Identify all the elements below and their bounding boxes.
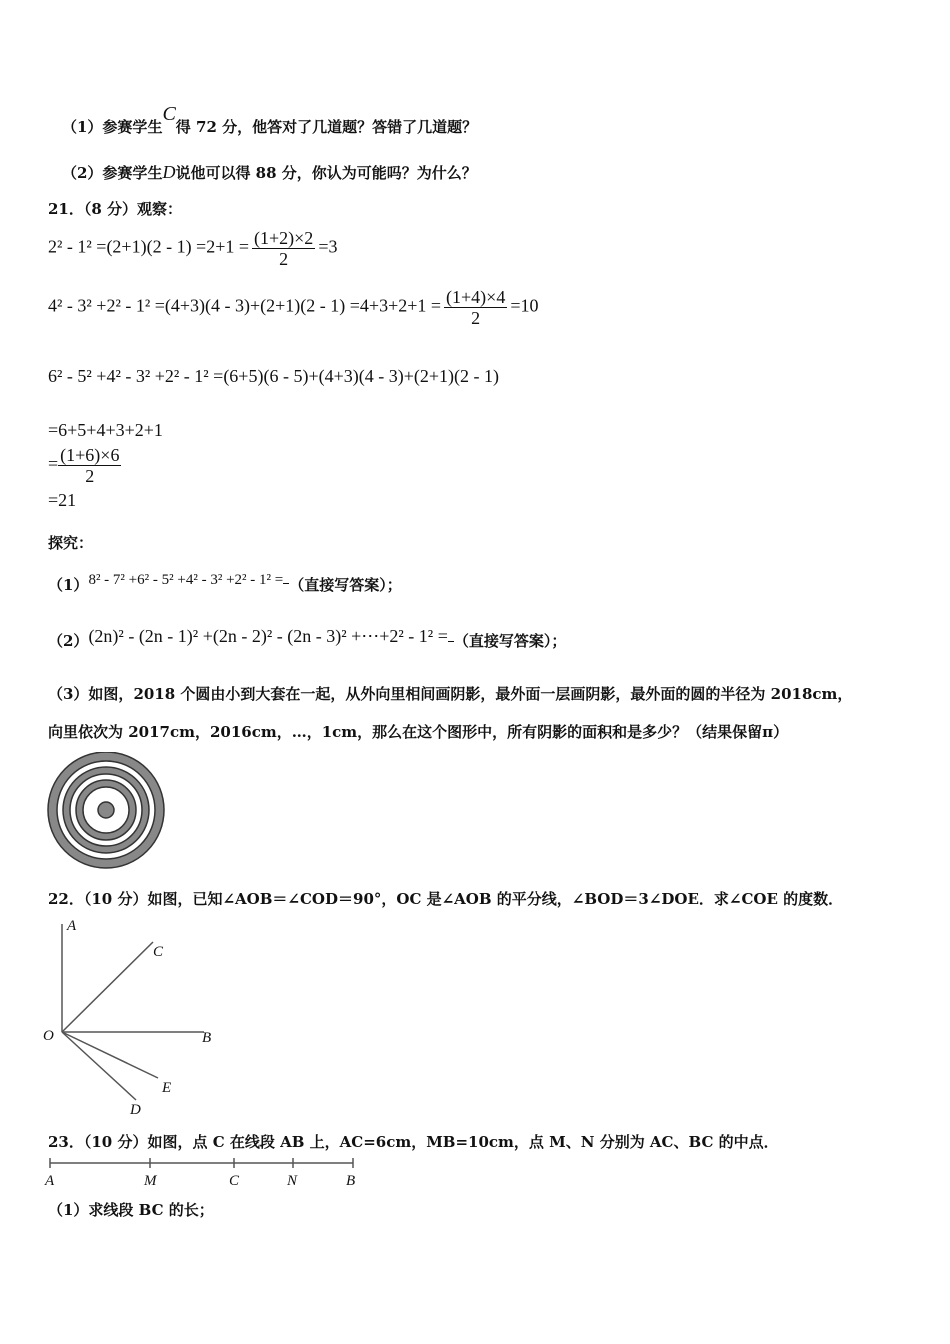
label-a: A	[45, 1173, 55, 1189]
label-n: N	[287, 1173, 298, 1189]
label-a: A	[67, 918, 77, 934]
answer-blank-2[interactable]	[448, 631, 454, 642]
segment-figure	[40, 1155, 370, 1191]
ray-oc	[62, 942, 153, 1032]
q23-text: 23．（10 分）如图，点 C 在线段 AB 上，AC=6cm，MB=10cm，点 M、N 分别为 AC、BC 的中点．	[48, 1133, 779, 1151]
q21-line3: 6² - 5² +4² - 3² +2² - 1² =(6+5)(6 - 5)+(4+3)(4 - 3)+(2+1)(2 - 1)	[48, 366, 499, 386]
q21-line6: =21	[48, 490, 77, 510]
q23-part1: （1）求线段 BC 的长；	[48, 1201, 214, 1219]
q21-line5: = $\frac{(1+6)\times 6}{2}$	[48, 445, 120, 486]
variable-d: D	[162, 162, 176, 182]
explore-heading: 探究：	[48, 534, 94, 552]
label-m: M	[144, 1173, 157, 1189]
label-o: O	[43, 1028, 54, 1044]
label-b: B	[202, 1030, 212, 1046]
q22-text: 22．（10 分）如图，已知∠AOB＝∠COD＝90°，OC 是∠AOB 的平分线，∠BOD＝3∠DOE．求∠COE 的度数．	[48, 890, 844, 908]
q21-line1: 2² - 1² =(2+1)(2 - 1) =2+1 = $\frac{(1+2)\times 2}{2}$ =3	[48, 228, 338, 269]
explore-part3-line1: （3）如图，2018 个圆由小到大套在一起，从外向里相间画阴影，最外面一层画阴影，最外面的圆的半径为 2018cm，	[48, 685, 853, 703]
label-c: C	[153, 944, 164, 960]
q20-part2: （2）参赛学生D说他可以得 88 分，你认为可能吗？为什么？	[62, 162, 477, 182]
angle-figure	[38, 912, 228, 1122]
label-b: B	[346, 1173, 356, 1189]
ray-od	[62, 1032, 136, 1100]
explore-part1: （1）8² - 7² +6² - 5² +4² - 3² +2² - 1² = （直接写答案）；	[48, 572, 402, 594]
label-e: E	[162, 1080, 172, 1096]
explore-part2: （2）(2n)² - (2n - 1)² +(2n - 2)² - (2n - 3)² +⋯+2² - 1² = （直接写答案）；	[48, 626, 567, 650]
label-c: C	[229, 1173, 240, 1189]
q20-part1: （1）参赛学生C得 72 分，他答对了几道题？答错了几道题？	[62, 103, 478, 136]
variable-c: C	[162, 103, 176, 125]
q21-line2: 4² - 3² +2² - 1² =(4+3)(4 - 3)+(2+1)(2 - 1) =4+3+2+1 = $\frac{(1+4)\times 4}{2}$ =10	[48, 287, 539, 328]
label-d: D	[130, 1102, 141, 1118]
concentric-circles-figure	[46, 752, 166, 872]
circle-ring-center	[98, 802, 114, 818]
explore-part3-line2: 向里依次为 2017cm，2016cm，…，1cm，那么在这个图形中，所有阴影的面积和是多少？（结果保留π）	[48, 723, 789, 741]
q21-title: 21．（8 分）观察：	[48, 200, 183, 218]
q21-line4: =6+5+4+3+2+1	[48, 420, 163, 440]
ray-oe	[62, 1032, 158, 1078]
